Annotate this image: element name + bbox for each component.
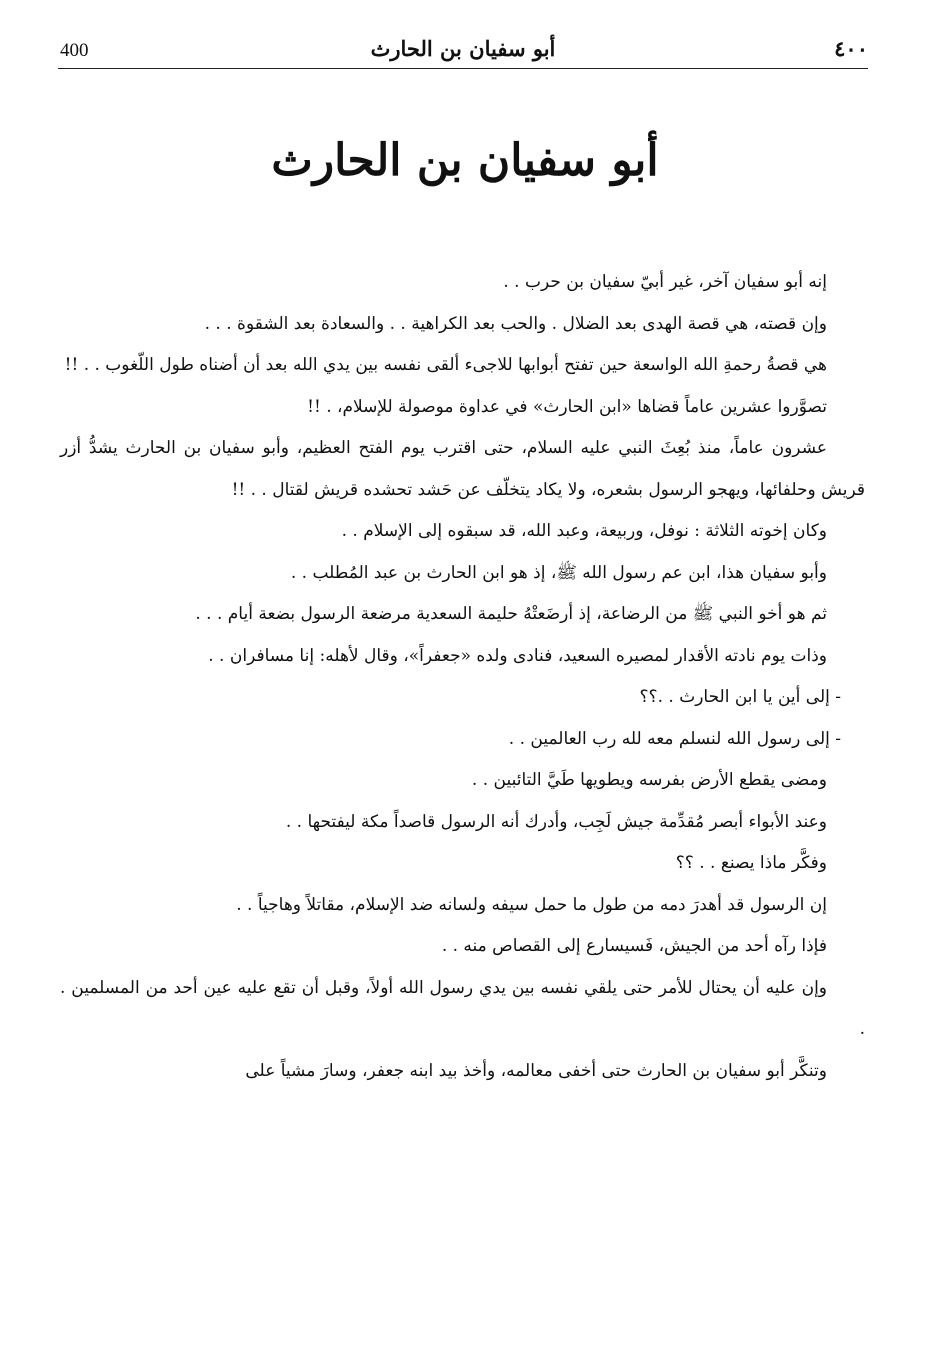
paragraph: ومضى يقطع الأرض بفرسه ويطويها طَيَّ التائبين . . — [471, 770, 827, 790]
paragraph: ثم هو أخو النبي ﷺ من الرضاعة، إذ أرضَعتْهُ حليمة السعدية مرضعة الرسول بضعة أيام . . . — [195, 604, 827, 624]
page-number-arabic: ٤٠٠ — [834, 36, 868, 61]
paragraph: وعند الأبواء أبصر مُقدِّمة جيش لَجِب، وأدرك أنه الرسول قاصداً مكة ليفتحها . . — [285, 811, 827, 832]
body-text — [60, 262, 865, 1092]
page-header — [58, 32, 868, 68]
chapter-title: أبو سفيان بن الحارث — [271, 135, 659, 186]
paragraph: فإذا رآه أحد من الجيش، فَسيسارع إلى القصاص منه . . — [441, 936, 827, 956]
paragraph: وتنكَّر أبو سفيان بن الحارث حتى أخفى معالمه، وأخذ بيد ابنه جعفر، وسارَ مشياً على — [245, 1060, 827, 1081]
running-title: أبو سفيان بن الحارث — [370, 36, 556, 61]
dialog-line: - إلى أين يا ابن الحارث . .؟؟ — [639, 687, 841, 707]
paragraph: وذات يوم نادته الأقدار لمصيره السعيد، فنادى ولده «جعفراً»، وقال لأهله: إنا مسافران . . — [208, 645, 827, 666]
paragraph: عشرون عاماً، منذ بُعِثَ النبي عليه السلام، حتى اقترب يوم الفتح العظيم، وأبو سفيان بن الحارث يشدُّ أزر قريش وحلفائها، ويهجو الرسول بشعره، ولا يكاد يتخلّف عن حَشد تحشده قريش لقتال . . !! — [60, 438, 865, 500]
paragraph: تصوَّروا عشرين عاماً قضاها «ابن الحارث» في عداوة موصولة للإسلام، . !! — [307, 396, 827, 417]
paragraph: وإن قصته، هي قصة الهدى بعد الضلال . والحب بعد الكراهية . . والسعادة بعد الشقوة . . . — [204, 313, 827, 334]
paragraph: هي قصةُ رحمةِ الله الواسعة حين تفتح أبوابها للاجىء ألقى نفسه بين يدي الله بعد أن أضناه طول اللّغوب . . !! — [64, 355, 827, 375]
paragraph: وأبو سفيان هذا، ابن عم رسول الله ﷺ، إذ هو ابن الحارث بن عبد المُطلب . . — [290, 562, 827, 583]
paragraph: وفكَّر ماذا يصنع . . ؟؟ — [675, 853, 827, 873]
page-number-latin: 400 — [60, 40, 89, 61]
header-rule — [58, 68, 868, 69]
paragraph: إن الرسول قد أهدرَ دمه من طول ما حمل سيفه ولسانه ضد الإسلام، مقاتلاً وهاجياً . . — [236, 894, 827, 915]
dialog-line: - إلى رسول الله لنسلم معه لله رب العالمين . . — [508, 728, 841, 749]
paragraph: إنه أبو سفيان آخر، غير أبيّ سفيان بن حرب . . — [503, 272, 827, 292]
paragraph: وكان إخوته الثلاثة : نوفل، وربيعة، وعبد الله، قد سبقوه إلى الإسلام . . — [341, 521, 827, 541]
paragraph: وإن عليه أن يحتال للأمر حتى يلقي نفسه بين يدي رسول الله أولاً، وقبل أن تقع عليه عين أحد من المسلمين . . — [60, 977, 865, 1039]
